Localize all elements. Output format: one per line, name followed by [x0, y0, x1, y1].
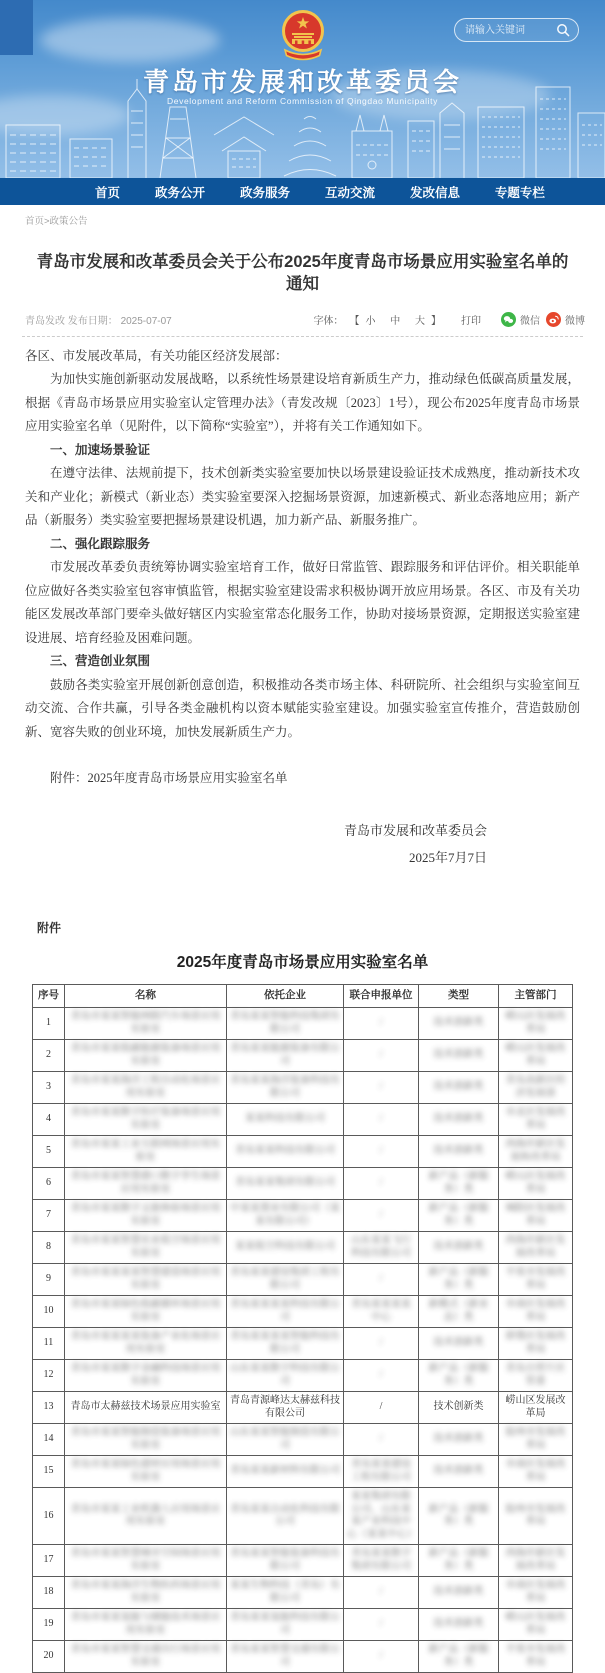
- cell-seq: 5: [33, 1136, 65, 1168]
- paragraph: 在遵守法律、法规前提下，技术创新类实验室要加快以场景建设验证技术成熟度，推动新技术攻关和产业化；新模式（新业态）类实验室要深入挖掘场景资源，加速新模式、新业态落地应用；新产品（新服务）类实验室要把握场景建设机遇，加力新产品、新服务推广。: [25, 466, 580, 528]
- cell-seq: 7: [33, 1200, 65, 1232]
- cell-seq: 8: [33, 1232, 65, 1264]
- table-row: [33, 1072, 573, 1104]
- cell-joint: /: [344, 1168, 419, 1200]
- cell-seq: 17: [33, 1545, 65, 1577]
- table-row: [33, 1424, 573, 1456]
- article-meta: [25, 312, 585, 327]
- paragraph: 市发展改革委负责统筹协调实验室培育工作，做好日常监管、跟踪服务和评估评价。相关职能单位应做好各类实验室包容审慎监管，根据实验室建设需求积极协调开放应用场景。各区、市及有关功能区发展改革部门要牵头做好辖区内实验室常态化服务工作，协助对接场景资源，定期报送实验室建设进展、培育经验及困难问题。: [25, 560, 580, 645]
- cell-enterprise: 青岛某某建设集团工程有限公司: [227, 1264, 344, 1296]
- cell-dept: 平度市发展改革局: [499, 1264, 573, 1296]
- cell-type: 新产品（新服务）类: [419, 1545, 499, 1577]
- cell-name: 青岛市某某工业互联网场景应用实验室: [65, 1136, 227, 1168]
- table-row: [33, 1456, 573, 1488]
- cell-name: 青岛市某某智慧城市空间场景应用实验室: [65, 1545, 227, 1577]
- cell-enterprise: 青岛某某氢能科技有限公司: [227, 1609, 344, 1641]
- table-row: [33, 1545, 573, 1577]
- cell-seq: 18: [33, 1577, 65, 1609]
- cell-seq: 20: [33, 1641, 65, 1673]
- cell-name: 青岛市某某数字医疗装备场景应用实验室: [65, 1104, 227, 1136]
- cell-enterprise: 某某科技有限公司: [227, 1104, 344, 1136]
- cell-enterprise: 青岛青源峰达太赫兹科技有限公司: [227, 1392, 344, 1424]
- article-title: 青岛市发展和改革委员会关于公布2025年度青岛市场景应用实验室名单的通知: [36, 253, 569, 294]
- font-size-small-button[interactable]: 小: [365, 315, 376, 327]
- cell-enterprise: 青岛某某某某智能科技有限公司: [227, 1328, 344, 1360]
- col-header-dept: 主管部门: [499, 984, 573, 1008]
- cell-joint: 山东某某飞行科技有限公司: [344, 1232, 419, 1264]
- paragraph: 各区、市发展改革局，有关功能区经济发展部：: [25, 348, 288, 363]
- cell-type: 技术创新类: [419, 1609, 499, 1641]
- cell-type: 新模式（新业态）类: [419, 1296, 499, 1328]
- cell-name: 青岛市某某绿色建材应用场景应用实验室: [65, 1456, 227, 1488]
- nav-item-4[interactable]: 发改信息: [409, 185, 460, 200]
- publish-date: 2025-07-07: [120, 315, 172, 327]
- cell-enterprise: 青岛某某海洋装备科技有限公司: [227, 1072, 344, 1104]
- col-header-joint: 联合申报单位: [344, 984, 419, 1008]
- site-title: 青岛市发展和改革委员会: [142, 67, 462, 97]
- wechat-icon: [501, 312, 516, 327]
- cell-joint: /: [344, 1392, 419, 1424]
- article-body: [25, 345, 580, 745]
- cell-type: 技术创新类: [419, 1424, 499, 1456]
- cell-seq: 12: [33, 1360, 65, 1392]
- table-header-row: [33, 984, 573, 1008]
- cell-name: 青岛市某某氢能与储能技术场景应用实验室: [65, 1609, 227, 1641]
- font-size-large-button[interactable]: 大: [415, 315, 425, 327]
- cell-type: 新产品（新服务）类: [419, 1641, 499, 1673]
- cell-enterprise: 青岛某某能源装备有限公司: [227, 1040, 344, 1072]
- cell-type: 新产品（新服务）类: [419, 1168, 499, 1200]
- nav-item-0[interactable]: 首页: [95, 185, 121, 200]
- cell-joint: /: [344, 1072, 419, 1104]
- paragraph: 一、加速场景验证: [50, 442, 151, 457]
- cell-seq: 15: [33, 1456, 65, 1488]
- cell-dept: 市北区发展改革局: [499, 1104, 573, 1136]
- cell-name: 青岛市某某某某装备产业化场景应用实验室: [65, 1328, 227, 1360]
- cell-name: 青岛市某某数字金融科技场景应用实验室: [65, 1360, 227, 1392]
- cell-dept: 市南区发展改革局: [499, 1577, 573, 1609]
- cell-joint: /: [344, 1200, 419, 1232]
- cell-enterprise: 某某低空科技有限公司: [227, 1232, 344, 1264]
- cell-enterprise: 青岛某某智慧交通有限公司: [227, 1641, 344, 1673]
- cell-dept: 崂山区发展改革局: [499, 1168, 573, 1200]
- source-label: 青岛发改: [25, 315, 65, 327]
- cell-enterprise: 青岛某某科技有限公司: [227, 1136, 344, 1168]
- meta-divider: [22, 336, 583, 337]
- attachment-table-title: 2025年度青岛市场景应用实验室名单: [176, 953, 429, 971]
- cell-seq: 2: [33, 1040, 65, 1072]
- cell-name: 青岛市某某智能制造装备场景应用实验室: [65, 1424, 227, 1456]
- cell-dept: 胶州市发展改革局: [499, 1488, 573, 1545]
- city-skyline-graphic: [0, 73, 605, 178]
- cell-joint: 青岛某某某某中心: [344, 1296, 419, 1328]
- table-row: [33, 1609, 573, 1641]
- cell-type: 新产品（新服务）类: [419, 1200, 499, 1232]
- cell-seq: 9: [33, 1264, 65, 1296]
- weibo-label: 微博: [565, 315, 585, 327]
- cell-name: 青岛市太赫兹技术场景应用实验室: [65, 1392, 227, 1424]
- paragraph: 为加快实施创新驱动发展战略，以系统性场景建设培育新质生产力，推动绿色低碳高质量发展，根据《青岛市场景应用实验室认定管理办法》（青发改规〔2023〕1号），现公布2025年度青岛市场景应用实验室名单（见附件，以下简称“实验室”），并将有关工作通知如下。: [25, 372, 580, 434]
- cell-dept: 青岛自贸片区管委: [499, 1360, 573, 1392]
- cell-seq: 14: [33, 1424, 65, 1456]
- cell-seq: 1: [33, 1008, 65, 1040]
- cell-dept: 市南区发展改革局: [499, 1456, 573, 1488]
- cell-type: 新产品（新服务）类: [419, 1360, 499, 1392]
- cell-seq: 11: [33, 1328, 65, 1360]
- table-row: [33, 1168, 573, 1200]
- cell-type: 技术创新类: [419, 1577, 499, 1609]
- cell-joint: 青岛某某建设工程有限公司: [344, 1456, 419, 1488]
- table-row: [33, 1360, 573, 1392]
- banner: [0, 0, 605, 178]
- cell-dept: 崂山区发展改革局: [499, 1040, 573, 1072]
- article-tools: [313, 312, 585, 327]
- cell-name: 青岛市某某绿色低碳循环场景应用实验室: [65, 1296, 227, 1328]
- search-icon[interactable]: [556, 23, 570, 37]
- table-row: [33, 1488, 573, 1545]
- cell-seq: 19: [33, 1609, 65, 1641]
- font-bracket: 】: [431, 315, 441, 327]
- national-emblem-icon: [280, 9, 326, 61]
- cell-dept: 胶州市发展改革局: [499, 1424, 573, 1456]
- cell-type: 技术创新类: [419, 1104, 499, 1136]
- col-header-enterprise: 依托企业: [227, 984, 344, 1008]
- cell-joint: /: [344, 1104, 419, 1136]
- cell-enterprise: 青岛某某自动化科技有限公司: [227, 1488, 344, 1545]
- cell-enterprise: 山东某某数字科技有限公司: [227, 1360, 344, 1392]
- cell-type: 新产品（新服务）类: [419, 1488, 499, 1545]
- cell-joint: 青岛某某数字集团有限公司: [344, 1545, 419, 1577]
- cloud-graphic: [40, 18, 220, 62]
- signature-block: [0, 817, 487, 871]
- cell-type: 技术创新类: [419, 1040, 499, 1072]
- font-bracket: 【: [349, 315, 360, 327]
- cell-enterprise: 某某生物科技（青岛）有限公司: [227, 1577, 344, 1609]
- cell-seq: 6: [33, 1168, 65, 1200]
- labs-table: [32, 984, 573, 1673]
- cell-joint: /: [344, 1609, 419, 1641]
- cell-type: 新产品（新服务）类: [419, 1264, 499, 1296]
- nav-item-5[interactable]: 专题专栏: [494, 185, 545, 200]
- cell-name: 青岛市某某海洋工程自动化场景应用实验室: [65, 1072, 227, 1104]
- table-row: [33, 1008, 573, 1040]
- cell-type: 技术创新类: [419, 1232, 499, 1264]
- table-row: [33, 1392, 573, 1424]
- col-header-type: 类型: [419, 984, 499, 1008]
- share-weibo-button[interactable]: [546, 312, 585, 327]
- cell-name: 青岛市某某工业机器人应用场景应用实验室: [65, 1488, 227, 1545]
- cell-enterprise: 山东某某智能制造有限公司: [227, 1424, 344, 1456]
- cell-enterprise: 青岛某某某某科技有限公司: [227, 1296, 344, 1328]
- font-size-medium-button[interactable]: 中: [390, 315, 401, 327]
- cell-joint: 某某集团有限公司、山东某某产业科技中心（某某中心）: [344, 1488, 419, 1545]
- cell-dept: 市南区发展改革局: [499, 1296, 573, 1328]
- font-size-label: 字体：: [313, 315, 344, 327]
- cell-name: 青岛市某某海洋生物医药场景应用实验室: [65, 1577, 227, 1609]
- search-input[interactable]: [463, 24, 556, 37]
- cell-name: 青岛市某某数字文旅体验场景应用实验室: [65, 1200, 227, 1232]
- search-box[interactable]: [454, 18, 579, 42]
- cell-dept: 西海岸新区发展改革局: [499, 1232, 573, 1264]
- cell-joint: /: [344, 1008, 419, 1040]
- table-row: [33, 1641, 573, 1673]
- cell-joint: /: [344, 1328, 419, 1360]
- cell-dept: 城阳区发展改革局: [499, 1200, 573, 1232]
- cell-joint: /: [344, 1424, 419, 1456]
- col-header-name: 名称: [65, 984, 227, 1008]
- cell-seq: 10: [33, 1296, 65, 1328]
- issuing-authority: 青岛市发展和改革委员会: [343, 822, 487, 838]
- cell-name: 青岛市某某智慧交通出行场景应用实验室: [65, 1641, 227, 1673]
- cell-enterprise: 青岛某某新材料有限公司: [227, 1456, 344, 1488]
- cell-dept: 西海岸新区发展改革局: [499, 1545, 573, 1577]
- nav-item-1[interactable]: 政务公开: [154, 185, 205, 200]
- cell-name: 青岛市某某某某智慧建造场景应用实验室: [65, 1264, 227, 1296]
- publish-info: [25, 312, 172, 327]
- cell-enterprise: 中某某置业有限公司（某某有限公司）: [227, 1200, 344, 1232]
- cell-joint: /: [344, 1040, 419, 1072]
- cell-name: 青岛市某某智慧港口数字孪生场景应用实验室: [65, 1168, 227, 1200]
- main-nav: [0, 178, 605, 205]
- print-button[interactable]: 打印: [461, 315, 481, 327]
- cell-type: 技术创新类: [419, 1456, 499, 1488]
- cell-dept: 西海岸新区发展和改革局: [499, 1136, 573, 1168]
- issue-date: 2025年7月7日: [408, 849, 487, 865]
- cell-seq: 3: [33, 1072, 65, 1104]
- table-row: [33, 1136, 573, 1168]
- col-header-seq: 序号: [33, 984, 65, 1008]
- cell-enterprise: 青岛某某集团有限公司: [227, 1168, 344, 1200]
- cell-seq: 13: [33, 1392, 65, 1424]
- nav-item-2[interactable]: 政务服务: [239, 185, 290, 200]
- cell-name: 青岛市某某智慧农业低空场景应用实验室: [65, 1232, 227, 1264]
- table-row: [33, 1264, 573, 1296]
- cell-name: 青岛市某某智能网联汽车场景应用实验室: [65, 1008, 227, 1040]
- share-wechat-button[interactable]: [501, 312, 540, 327]
- table-row: [33, 1296, 573, 1328]
- cell-type: 技术创新类: [419, 1008, 499, 1040]
- date-label: 发布日期：: [67, 315, 118, 327]
- table-row: [33, 1328, 573, 1360]
- cell-joint: /: [344, 1264, 419, 1296]
- cell-type: 技术创新类: [419, 1136, 499, 1168]
- wechat-label: 微信: [520, 315, 540, 327]
- site-subtitle: Development and Reform Commission of Qingdao Municipality: [167, 96, 438, 106]
- paragraph: 三、营造创业氛围: [50, 654, 151, 669]
- cell-joint: /: [344, 1577, 419, 1609]
- cell-dept: 即墨区发展改革局: [499, 1328, 573, 1360]
- labs-table-body: [33, 1008, 573, 1673]
- cell-seq: 4: [33, 1104, 65, 1136]
- cell-enterprise: 青岛某某智能科技集团有限公司: [227, 1008, 344, 1040]
- cell-name: 青岛市某某低碳能源装备场景应用实验室: [65, 1040, 227, 1072]
- cell-joint: /: [344, 1360, 419, 1392]
- cell-enterprise: 青岛某某智能装备科技有限公司: [227, 1545, 344, 1577]
- attachment-label: 附件: [37, 920, 62, 935]
- cell-dept: 平度市发展改革局: [499, 1641, 573, 1673]
- table-row: [33, 1577, 573, 1609]
- table-row: [33, 1040, 573, 1072]
- cell-joint: /: [344, 1136, 419, 1168]
- cell-type: 技术创新类: [419, 1392, 499, 1424]
- nav-item-3[interactable]: 互动交流: [324, 185, 375, 200]
- cell-type: 技术创新类: [419, 1072, 499, 1104]
- table-row: [33, 1232, 573, 1264]
- table-row: [33, 1104, 573, 1136]
- cell-dept: 崂山区发展改革局: [499, 1392, 573, 1424]
- paragraph: 二、强化跟踪服务: [50, 536, 151, 551]
- weibo-icon: [546, 312, 561, 327]
- table-row: [33, 1200, 573, 1232]
- cell-dept: 青岛高新区经济发展部: [499, 1072, 573, 1104]
- paragraph: 鼓励各类实验室开展创新创意创造，积极推动各类市场主体、科研院所、社会组织与实验室间互动交流、合作共赢，引导各类金融机构以资本赋能实验室建设。加强实验室宣传推介，营造鼓励创新、宽容失败的创业环境，加快发展新质生产力。: [25, 677, 580, 739]
- cell-joint: /: [344, 1641, 419, 1673]
- attachment-reference[interactable]: 附件：2025年度青岛市场景应用实验室名单: [50, 771, 288, 786]
- cell-type: 技术创新类: [419, 1328, 499, 1360]
- cell-seq: 16: [33, 1488, 65, 1545]
- cell-dept: 崂山区发展改革局: [499, 1008, 573, 1040]
- banner-corner-block: [0, 0, 33, 55]
- breadcrumb[interactable]: 首页>政策公告: [25, 216, 88, 227]
- cell-dept: 崂山区发展改革局: [499, 1609, 573, 1641]
